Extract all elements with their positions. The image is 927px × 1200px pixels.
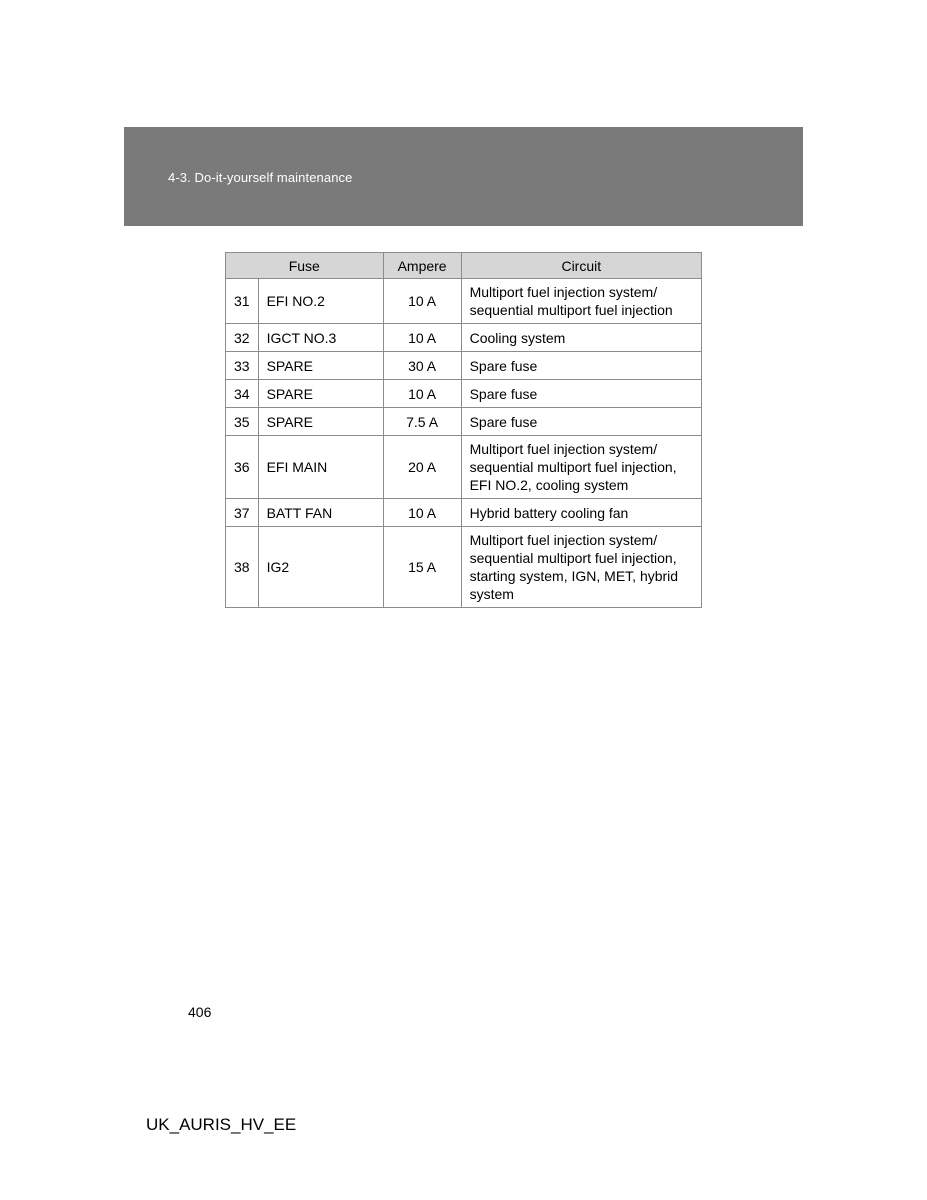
fuse-number-cell: 38 — [226, 527, 259, 608]
circuit-line: EFI NO.2, cooling system — [469, 477, 629, 493]
circuit-cell — [461, 324, 701, 352]
fuse-name-cell: EFI NO.2 — [258, 279, 383, 324]
fuse-number-cell: 33 — [226, 352, 259, 380]
circuit-cell — [461, 380, 701, 408]
table-header-row — [226, 253, 702, 279]
ampere-cell: 30 A — [383, 352, 461, 380]
circuit-line: sequential multiport fuel injection, — [469, 550, 677, 566]
circuit-line: Multiport fuel injection system/ — [469, 441, 658, 457]
table-row — [226, 436, 702, 499]
fuse-name-cell: IG2 — [258, 527, 383, 608]
column-header-circuit: Circuit — [461, 253, 701, 279]
circuit-line: Cooling system — [469, 329, 566, 346]
table-row — [226, 408, 702, 436]
section-title: 4-3. Do-it-yourself maintenance — [168, 170, 353, 185]
fuse-name-cell: EFI MAIN — [258, 436, 383, 499]
ampere-cell: 20 A — [383, 436, 461, 499]
fuse-name-cell: SPARE — [258, 408, 383, 436]
circuit-line: sequential multiport fuel injection — [469, 302, 673, 318]
fuse-number-cell: 36 — [226, 436, 259, 499]
column-header-ampere: Ampere — [383, 253, 461, 279]
table-row — [226, 527, 702, 608]
circuit-cell — [461, 279, 701, 324]
circuit-line: Multiport fuel injection system/ — [469, 284, 658, 300]
ampere-cell: 10 A — [383, 279, 461, 324]
fuse-name-cell: SPARE — [258, 352, 383, 380]
circuit-line: Hybrid battery cooling fan — [469, 504, 629, 521]
circuit-cell — [461, 527, 701, 608]
circuit-cell — [461, 352, 701, 380]
ampere-cell: 10 A — [383, 380, 461, 408]
ampere-cell: 10 A — [383, 324, 461, 352]
circuit-cell — [461, 499, 701, 527]
fuse-number-cell: 35 — [226, 408, 259, 436]
circuit-line: Spare fuse — [469, 357, 538, 374]
fuse-name-cell: BATT FAN — [258, 499, 383, 527]
ampere-cell: 15 A — [383, 527, 461, 608]
ampere-cell: 7.5 A — [383, 408, 461, 436]
fuse-number-cell: 32 — [226, 324, 259, 352]
circuit-line: starting system, IGN, MET, hybrid — [469, 568, 679, 584]
circuit-line: system — [469, 586, 514, 602]
circuit-line: Spare fuse — [469, 385, 538, 402]
circuit-line: sequential multiport fuel injection, — [469, 459, 677, 475]
fuse-number-cell: 34 — [226, 380, 259, 408]
page-number: 406 — [188, 1004, 212, 1020]
section-header-band — [124, 127, 803, 226]
fuse-number-cell: 31 — [226, 279, 259, 324]
table-row — [226, 380, 702, 408]
circuit-cell — [461, 408, 701, 436]
fuse-number-cell: 37 — [226, 499, 259, 527]
table-row — [226, 352, 702, 380]
document-code: UK_AURIS_HV_EE — [146, 1115, 297, 1134]
table-row — [226, 324, 702, 352]
ampere-cell: 10 A — [383, 499, 461, 527]
table-row — [226, 499, 702, 527]
fuse-table — [225, 252, 702, 608]
circuit-line: Multiport fuel injection system/ — [469, 532, 658, 548]
circuit-line: Spare fuse — [469, 413, 538, 430]
column-header-fuse: Fuse — [226, 253, 384, 279]
fuse-name-cell: SPARE — [258, 380, 383, 408]
table-row — [226, 279, 702, 324]
circuit-cell — [461, 436, 701, 499]
fuse-name-cell: IGCT NO.3 — [258, 324, 383, 352]
